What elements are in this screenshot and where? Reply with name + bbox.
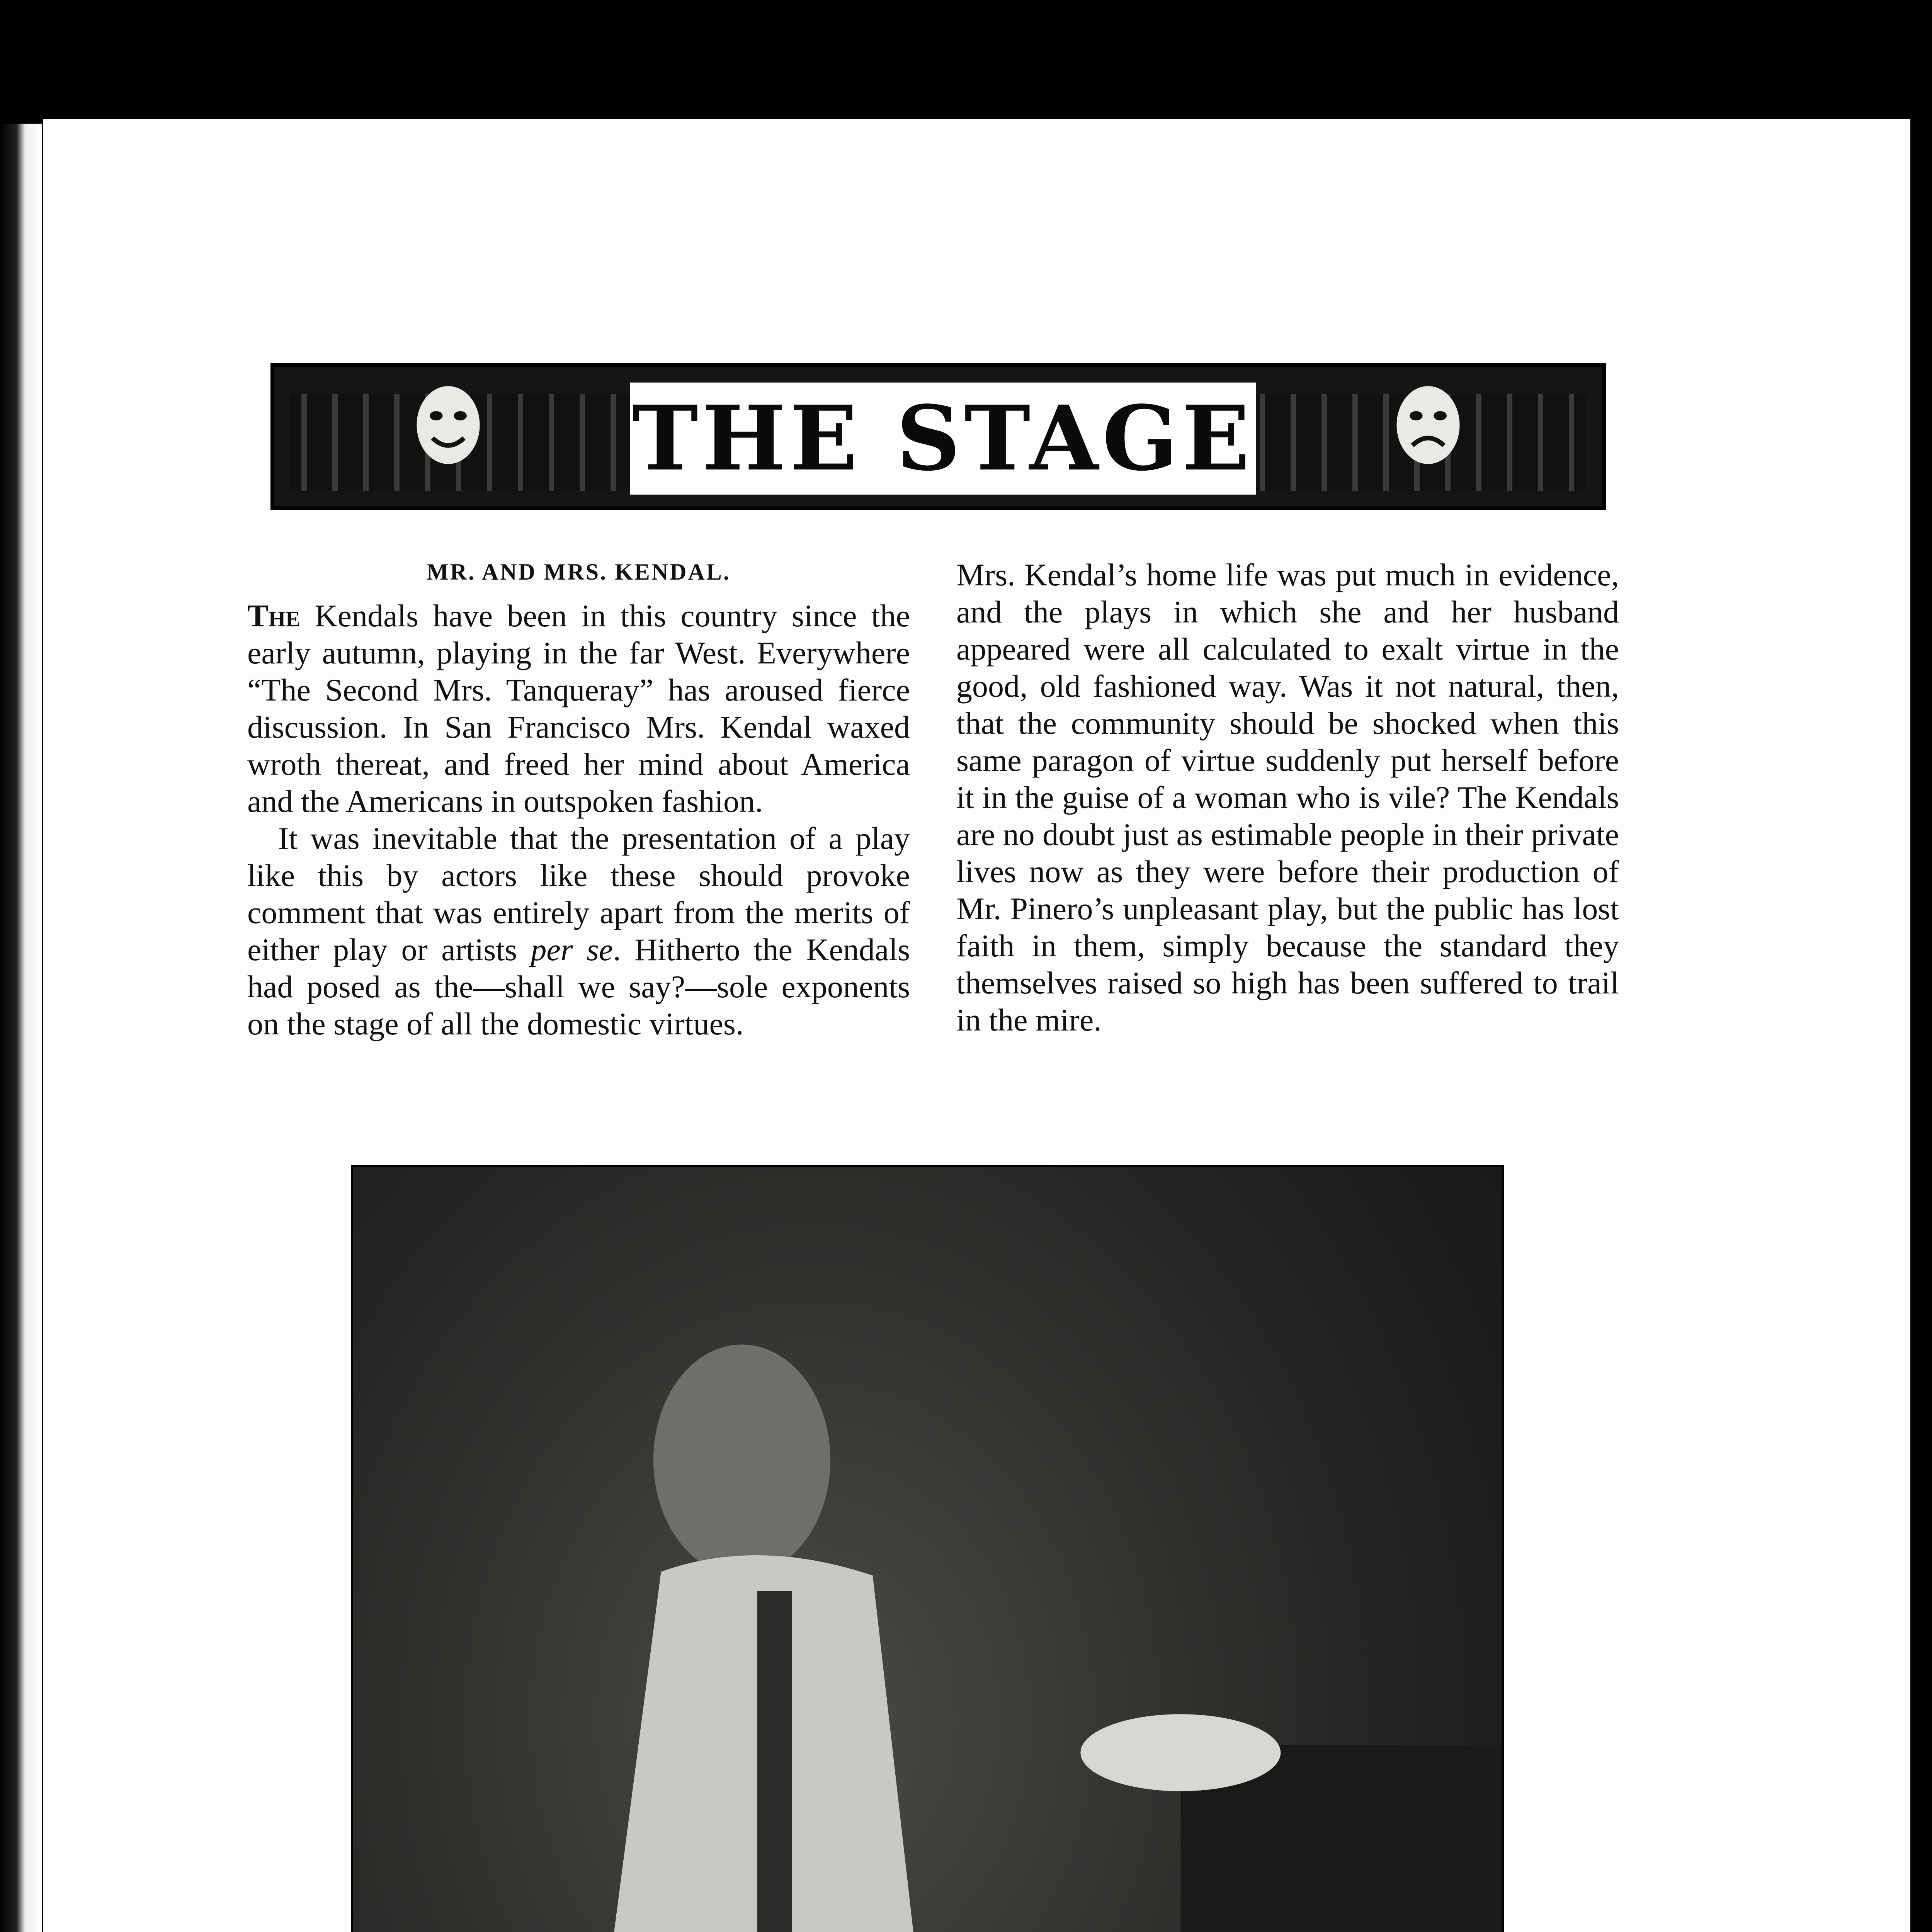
- theatre-mask-icon: [1382, 379, 1475, 471]
- paragraph-text: . Hitherto the Kendals had posed as the—shall we say?—sole exponents on the stage of all the domestic virtues.: [247, 932, 910, 1041]
- banner-title-box: [630, 383, 1256, 495]
- lead-word: The: [247, 598, 301, 633]
- section-banner: [270, 363, 1606, 510]
- theatre-mask-icon: [402, 379, 495, 471]
- previous-page-edge: [0, 124, 42, 1932]
- portrait-photograph: [351, 1165, 1504, 1932]
- paragraph-text: Kendals have been in this country since the early autumn, playing in the far West. Everywhere “The Second Mrs. Tanqueray” has aroused fierce discussion. In San Francisco Mrs. Kendal waxed wroth thereat, and freed her mind about America and the Americans in outspoken fashion.: [247, 598, 910, 819]
- article-column-right: [956, 556, 1619, 1039]
- article-paragraph: [247, 597, 910, 820]
- article-heading: MR. AND MRS. KENDAL.: [427, 559, 731, 585]
- seated-officer-figure: [353, 1167, 1502, 1932]
- article-paragraph: Mrs. Kendal’s home life was put much in evidence, and the plays in which she and her husband appeared were all calculated to exalt virtue in the good, old fashioned way. Was it not natural, then, that the community should be shocked when this same paragon of virtue suddenly put herself before it in the guise of a woman who is vile? The Kendals are no doubt just as estimable people in their private lives now as they were before their production of Mr. Pinero’s unpleasant play, but the public has lost faith in them, simply because the standard they themselves raised so high has been suffered to trail in the mire.: [956, 557, 1619, 1037]
- italic-phrase: per se: [531, 932, 613, 967]
- article-column-left: [247, 556, 910, 1043]
- article-paragraph: [247, 820, 910, 1043]
- paragraph-text: It was inevitable that the presentation of a play like this by actors like these should provoke comment that was entirely apart from the merits of either play or artists: [247, 821, 910, 967]
- section-title: THE STAGE: [632, 386, 1254, 491]
